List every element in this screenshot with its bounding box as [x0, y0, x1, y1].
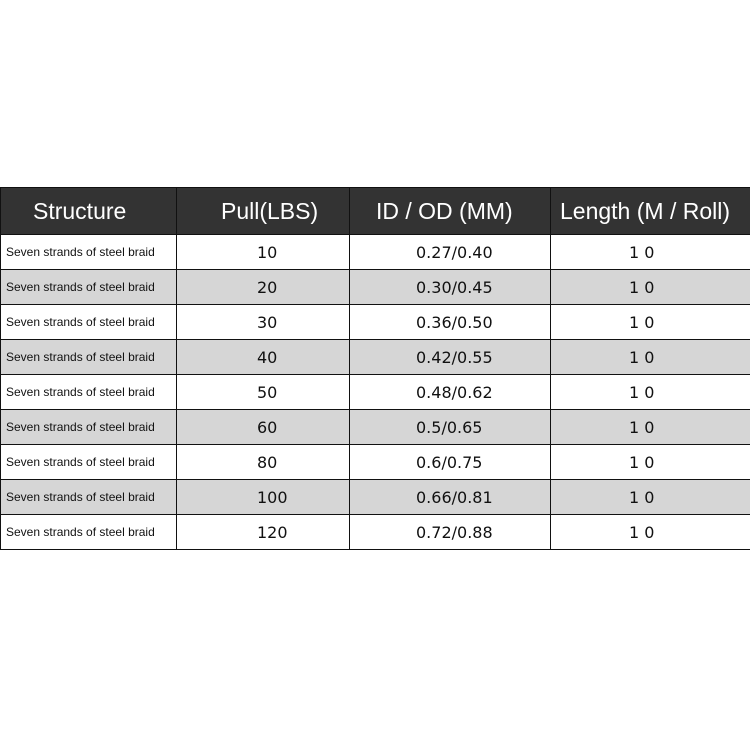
- table-row: [1, 480, 750, 515]
- table-row: [1, 410, 750, 445]
- table-row: [1, 445, 750, 480]
- cell-pull: 50: [177, 375, 350, 410]
- header-length: Length (M / Roll): [551, 188, 750, 235]
- cell-pull: 80: [177, 445, 350, 480]
- cell-structure: Seven strands of steel braid: [1, 375, 177, 410]
- cell-structure: Seven strands of steel braid: [1, 410, 177, 445]
- cell-pull: 60: [177, 410, 350, 445]
- cell-length: 1 0: [551, 305, 750, 340]
- spec-table: [0, 187, 750, 550]
- cell-pull: 40: [177, 340, 350, 375]
- header-structure: Structure: [1, 188, 177, 235]
- table-row: [1, 305, 750, 340]
- cell-pull: 100: [177, 480, 350, 515]
- cell-structure: Seven strands of steel braid: [1, 305, 177, 340]
- table-row: [1, 340, 750, 375]
- cell-id-od: 0.5/0.65: [350, 410, 551, 445]
- cell-structure: Seven strands of steel braid: [1, 235, 177, 270]
- cell-pull: 30: [177, 305, 350, 340]
- header-id-od: ID / OD (MM): [350, 188, 551, 235]
- cell-structure: Seven strands of steel braid: [1, 480, 177, 515]
- cell-id-od: 0.72/0.88: [350, 515, 551, 550]
- cell-pull: 10: [177, 235, 350, 270]
- cell-id-od: 0.48/0.62: [350, 375, 551, 410]
- cell-structure: Seven strands of steel braid: [1, 340, 177, 375]
- cell-pull: 120: [177, 515, 350, 550]
- cell-structure: Seven strands of steel braid: [1, 270, 177, 305]
- cell-length: 1 0: [551, 270, 750, 305]
- cell-length: 1 0: [551, 340, 750, 375]
- table-row: [1, 270, 750, 305]
- cell-length: 1 0: [551, 480, 750, 515]
- cell-length: 1 0: [551, 375, 750, 410]
- cell-length: 1 0: [551, 410, 750, 445]
- cell-id-od: 0.36/0.50: [350, 305, 551, 340]
- cell-structure: Seven strands of steel braid: [1, 515, 177, 550]
- cell-id-od: 0.66/0.81: [350, 480, 551, 515]
- cell-id-od: 0.42/0.55: [350, 340, 551, 375]
- table-row: [1, 375, 750, 410]
- cell-id-od: 0.30/0.45: [350, 270, 551, 305]
- cell-pull: 20: [177, 270, 350, 305]
- cell-length: 1 0: [551, 515, 750, 550]
- cell-id-od: 0.6/0.75: [350, 445, 551, 480]
- cell-length: 1 0: [551, 445, 750, 480]
- cell-structure: Seven strands of steel braid: [1, 445, 177, 480]
- cell-length: 1 0: [551, 235, 750, 270]
- cell-id-od: 0.27/0.40: [350, 235, 551, 270]
- header-pull: Pull(LBS): [177, 188, 350, 235]
- table-row: [1, 235, 750, 270]
- table-row: [1, 515, 750, 550]
- table-header-row: [1, 188, 750, 235]
